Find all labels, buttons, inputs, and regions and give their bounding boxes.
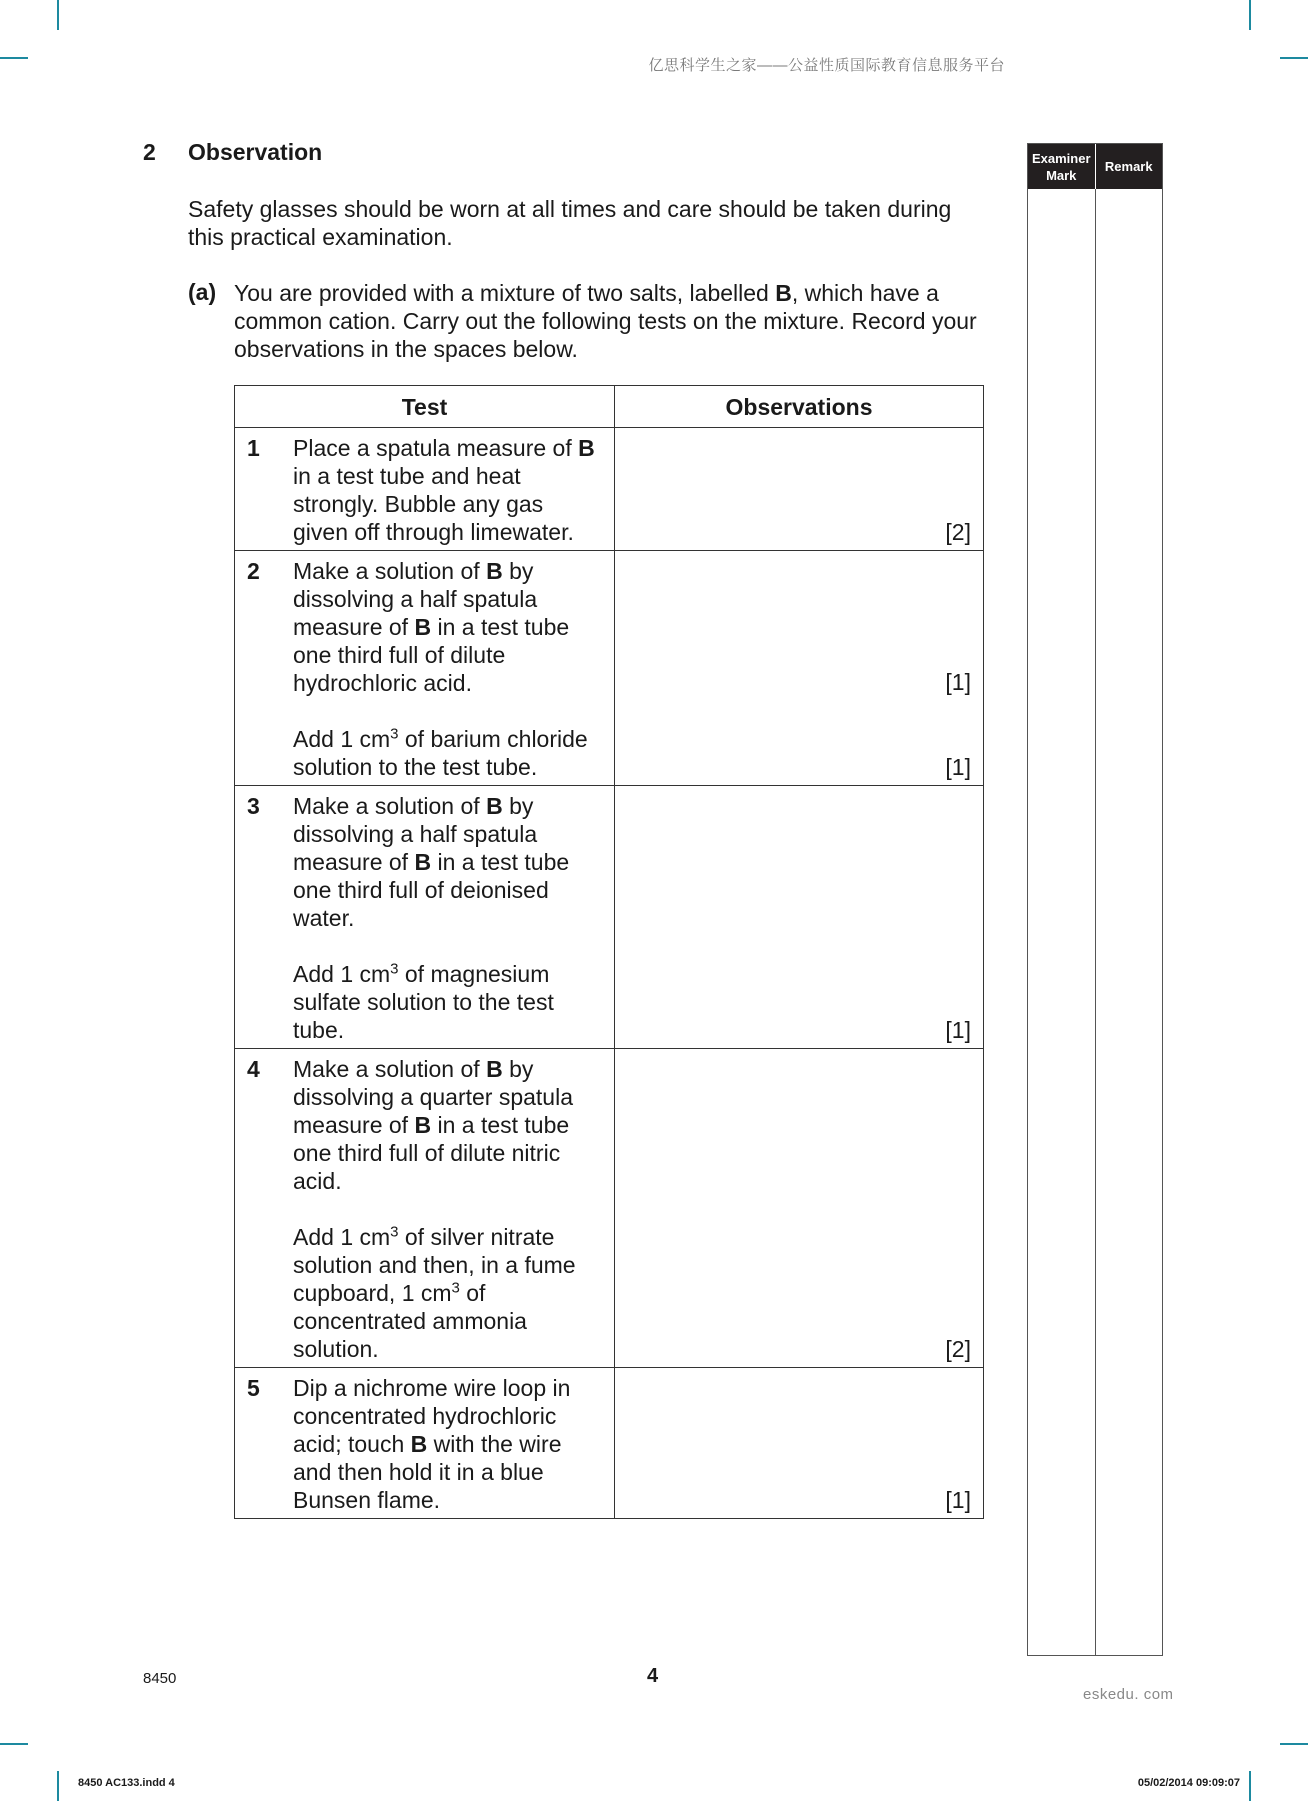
observation-cell[interactable] bbox=[615, 551, 984, 786]
question-number: 2 bbox=[143, 139, 156, 165]
test-instructions: Make a solution of B by dissolving a half spatula measure of B in a test tube one third full of deionised water. Add 1 $cm^3$ of magnesium sulfate solution to the test tube. bbox=[293, 793, 570, 1043]
test-cell bbox=[235, 1049, 615, 1368]
crop-mark bbox=[57, 0, 59, 30]
test-cell bbox=[235, 428, 615, 551]
observations-column-header: Observations bbox=[615, 386, 984, 428]
watermark: eskedu. com bbox=[1083, 1686, 1174, 1703]
header-text: 亿思科学生之家——公益性质国际教育信息服务平台 bbox=[648, 57, 1005, 74]
tests-table bbox=[234, 385, 984, 1519]
question-title: Observation bbox=[188, 139, 323, 165]
print-slug-timestamp: 05/02/2014 09:09:07 bbox=[1137, 1777, 1240, 1789]
crop-mark bbox=[0, 57, 28, 59]
part-label: (a) bbox=[188, 279, 217, 305]
test-number: 1 bbox=[247, 435, 260, 461]
test-cell bbox=[235, 551, 615, 786]
mark-allocation: [1] bbox=[945, 1487, 971, 1513]
test-cell bbox=[235, 1368, 615, 1519]
mark-allocation: [1] bbox=[945, 754, 971, 780]
examiner-box-header bbox=[1028, 144, 1162, 189]
test-instructions: Place a spatula measure of B in a test tube and heat strongly. Bubble any gas given off through limewater. bbox=[293, 435, 595, 545]
crop-mark bbox=[1249, 1771, 1251, 1801]
test-column-header: Test bbox=[235, 386, 615, 428]
page-number: 4 bbox=[647, 1665, 659, 1687]
table-header-row bbox=[235, 386, 984, 428]
crop-mark bbox=[1280, 1743, 1308, 1745]
part-intro: You are provided with a mixture of two salts, labelled B, which have a common cation. Carry out the following tests on the mixture. Record your observations in the spaces below. bbox=[234, 280, 977, 362]
table-row bbox=[235, 1368, 984, 1519]
table-row bbox=[235, 786, 984, 1049]
mark-allocation: [2] bbox=[945, 519, 971, 545]
observation-cell[interactable] bbox=[615, 1368, 984, 1519]
observation-cell[interactable] bbox=[615, 428, 984, 551]
test-number: 2 bbox=[247, 558, 260, 584]
test-instructions: Make a solution of B by dissolving a quarter spatula measure of B in a test tube one third full of dilute nitric acid. Add 1 $cm^3$ of silver nitrate solution and then, in a fume cupboard, 1 $cm^3$ of concentrated ammonia solution. bbox=[293, 1056, 576, 1362]
print-slug-file: 8450 AC133.indd 4 bbox=[78, 1777, 175, 1789]
remark-header: Remark bbox=[1104, 159, 1153, 174]
test-number: 3 bbox=[247, 793, 260, 819]
test-instructions: Make a solution of B by dissolving a half spatula measure of B in a test tube one third full of dilute hydrochloric acid. Add 1 $cm^3$ of barium chloride solution to the test tube. bbox=[293, 558, 588, 780]
crop-mark bbox=[0, 1743, 28, 1745]
mark-allocation: [1] bbox=[945, 1017, 971, 1043]
observation-cell[interactable] bbox=[615, 786, 984, 1049]
crop-mark bbox=[57, 1771, 59, 1801]
test-instructions: Dip a nichrome wire loop in concentrated hydrochloric acid; touch B with the wire and then hold it in a blue Bunsen flame. bbox=[293, 1375, 571, 1513]
examiner-mark-header: Examiner Mark bbox=[1028, 144, 1096, 189]
mark-allocation: [1] bbox=[945, 669, 971, 695]
crop-mark bbox=[1249, 0, 1251, 30]
test-number: 5 bbox=[247, 1375, 260, 1401]
table-row bbox=[235, 1049, 984, 1368]
test-number: 4 bbox=[247, 1056, 260, 1082]
crop-mark bbox=[1280, 57, 1308, 59]
observation-cell[interactable] bbox=[615, 1049, 984, 1368]
examiner-box-divider bbox=[1095, 189, 1096, 1655]
test-cell bbox=[235, 786, 615, 1049]
mark-allocation: [2] bbox=[945, 1336, 971, 1362]
safety-note: Safety glasses should be worn at all times and care should be taken during this practical examination. bbox=[188, 196, 952, 250]
paper-code: 8450 bbox=[143, 1670, 177, 1687]
table-row bbox=[235, 428, 984, 551]
examiner-mark-box bbox=[1027, 143, 1163, 1656]
table-row bbox=[235, 551, 984, 786]
